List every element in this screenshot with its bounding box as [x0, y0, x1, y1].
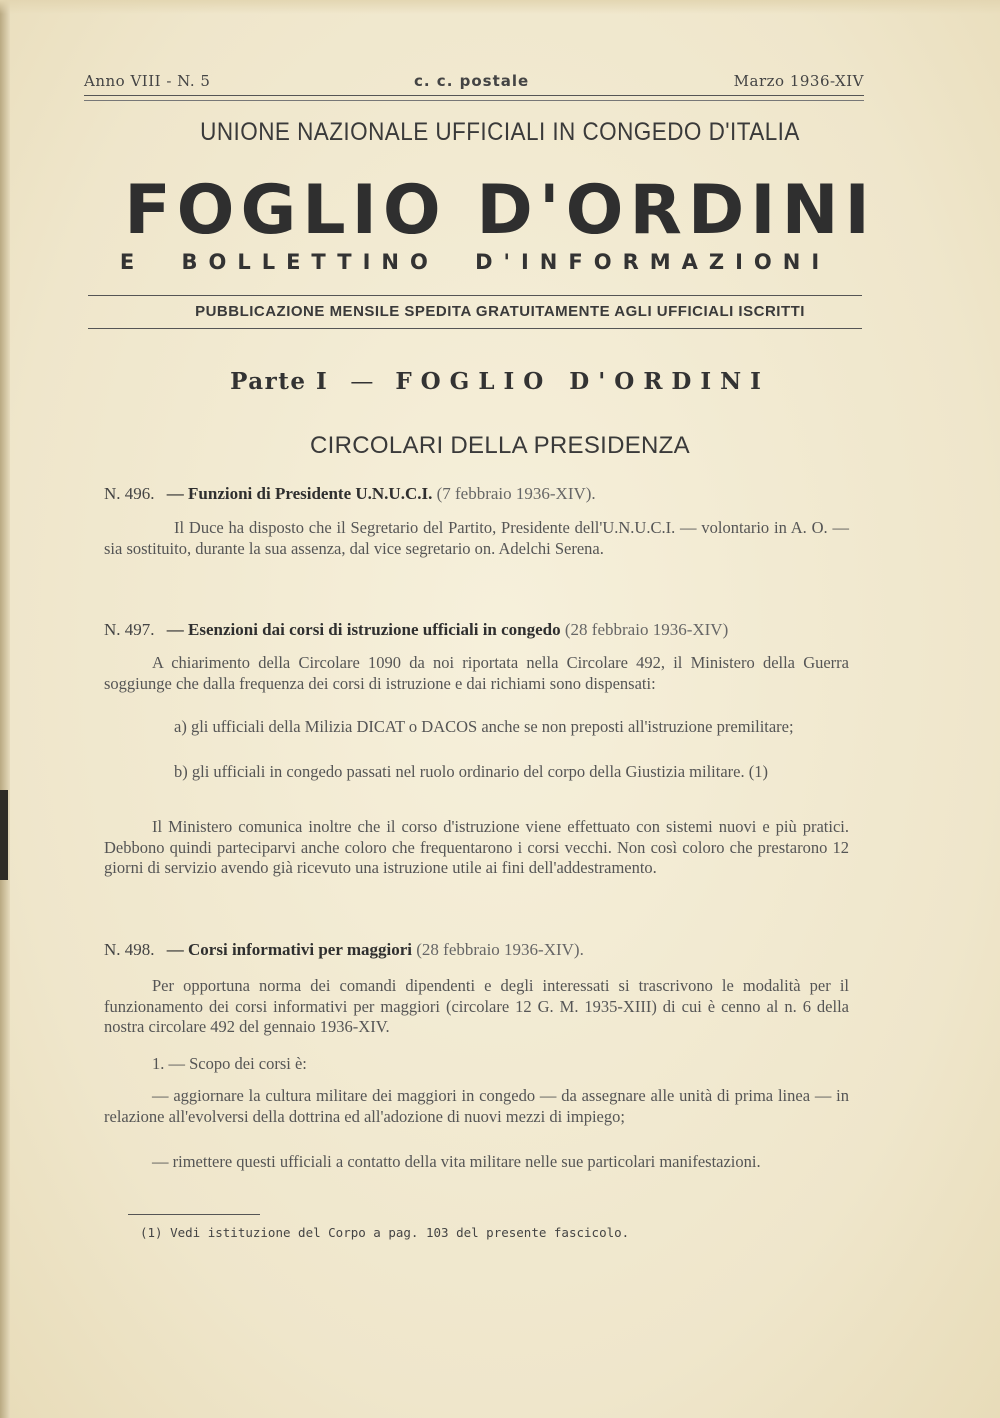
footnote-rule [128, 1214, 260, 1215]
part-title: FOGLIO D'ORDINI [395, 368, 770, 395]
item-date: (28 febbraio 1936-XIV). [416, 940, 584, 959]
masthead-title: FOGLIO D'ORDINI [124, 171, 876, 250]
item-496-paragraph: Il Duce ha disposto che il Segretario del Partito, Presidente dell'U.N.U.C.I. — volontario in A. O. — sia sostituito, durante la sua assenza, dal vice segretario on. Adelchi Serena. [104, 518, 849, 558]
item-497-heading [104, 620, 864, 640]
part-heading [0, 368, 1000, 395]
publication-rule-top [88, 295, 862, 296]
item-497-paragraph-1: A chiarimento della Circolare 1090 da noi riportata nella Circolare 492, il Ministero della Guerra soggiunge che dalla frequenza dei corsi di istruzione e dai richiami sono dispensati: [104, 653, 849, 693]
header-rule [84, 95, 864, 101]
paper-top-edge [0, 0, 1000, 14]
organization-name: UNIONE NAZIONALE UFFICIALI IN CONGEDO D'ITALIA [200, 118, 800, 146]
item-498-paragraph-1: Per opportuna norma dei comandi dipendenti e degli interessati si trascrivono le modalità per il funzionamento dei corsi informativi per maggiori (circolare 12 G. M. 1935-XIII) di cui è cenno al n. 6 della nostra circolare 492 del gennaio 1936-XIV. [104, 976, 849, 1036]
issue-date: Marzo 1936-XIV [733, 72, 864, 90]
section-title: CIRCOLARI DELLA PRESIDENZA [310, 432, 690, 459]
item-497-paragraph-a: a) gli ufficiali della Milizia DICAT o DACOS anche se non preposti all'istruzione premilitare; [174, 717, 794, 736]
item-497-paragraph-b: b) gli ufficiali in congedo passati nel ruolo ordinario del corpo della Giustizia militare. (1) [174, 762, 768, 781]
binding-mark [0, 790, 8, 880]
footnote: (1) Vedi istituzione del Corpo a pag. 103 del presente fascicolo. [140, 1225, 630, 1240]
item-497-paragraph-2: Il Ministero comunica inoltre che il corso d'istruzione viene effettuato con sistemi nuovi e più pratici. Debbono quindi parteciparvi anche coloro che frequentarono i corsi vecchi. Non così coloro che prestarono 12 giorni di servizio avendo già ricevuto una istruzione utile ai fini dell'addestramento. [104, 817, 849, 877]
publication-rule-bottom [88, 328, 862, 329]
item-title: — Esenzioni dai corsi di istruzione ufficiali in congedo [166, 620, 561, 639]
item-number: N. 498. [104, 940, 155, 959]
part-dash: — [350, 369, 374, 395]
item-498-paragraph-4: — rimettere questi ufficiali a contatto della vita militare nelle sue particolari manifestazioni. [152, 1152, 761, 1171]
masthead-subtitle: E BOLLETTINO D'INFORMAZIONI [119, 250, 831, 274]
item-498-paragraph-2: 1. — Scopo dei corsi è: [152, 1054, 307, 1073]
publication-note: PUBBLICAZIONE MENSILE SPEDITA GRATUITAMENTE AGLI UFFICIALI ISCRITTI [195, 303, 805, 320]
part-label: Parte I [230, 368, 329, 395]
postal-note: c. c. postale [414, 72, 530, 90]
item-498-paragraph-3: — aggiornare la cultura militare dei maggiori in congedo — da assegnare alle unità di prima linea — in relazione all'evolversi della dottrina ed all'adozione di nuovi mezzi di impiego; [104, 1086, 849, 1126]
item-498-heading [104, 940, 864, 960]
item-title: — Corsi informativi per maggiori [166, 940, 412, 959]
item-date: (28 febbraio 1936-XIV) [564, 620, 729, 639]
issue-header [84, 72, 864, 94]
item-number: N. 497. [104, 620, 155, 639]
item-date: (7 febbraio 1936-XIV). [436, 484, 596, 503]
item-title: — Funzioni di Presidente U.N.U.C.I. [166, 484, 433, 503]
item-496-heading [104, 484, 864, 504]
issue-number: Anno VIII - N. 5 [84, 72, 211, 90]
item-number: N. 496. [104, 484, 155, 503]
